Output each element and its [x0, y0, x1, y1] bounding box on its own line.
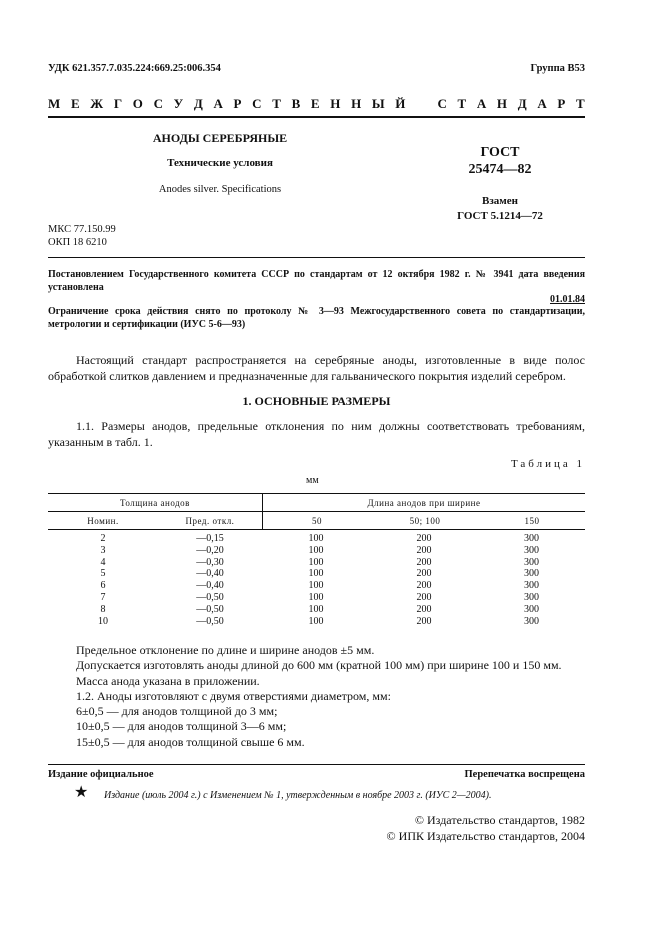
- anode-dimensions-table: [48, 533, 585, 627]
- table-cell: 300: [524, 603, 539, 615]
- standard-title-letter: В: [291, 96, 301, 111]
- table-cell: 7: [100, 591, 106, 603]
- copyright-1982: © Издательство стандартов, 1982: [414, 813, 585, 827]
- table-mid-rule: [48, 511, 585, 512]
- table-cell: 200: [416, 615, 432, 627]
- document-title: АНОДЫ СЕРЕБРЯНЫЕ: [152, 131, 288, 145]
- document-subtitle: Технические условия: [167, 157, 273, 169]
- table-cell: 6: [100, 580, 106, 592]
- table-cell: 300: [524, 568, 539, 580]
- okp-code: ОКП 18 6210: [48, 237, 107, 248]
- standard-title-letter: Н: [351, 96, 362, 111]
- edition-note: Издание (июль 2004 г.) с Изменением № 1, утвержденным в ноябре 2003 г. (ИУС 2—2004).: [104, 790, 492, 801]
- header-rule: [48, 116, 585, 118]
- table-row: [48, 580, 585, 592]
- codes-rule: [48, 257, 585, 258]
- table-cell: 300: [524, 556, 539, 568]
- col-nominal-header: Номин.: [87, 516, 119, 526]
- replaces-standard: ГОСТ 5.1214—72: [457, 210, 543, 222]
- hole-size-item: 10±0,5 — для анодов толщиной 3—6 мм;: [76, 719, 287, 734]
- intro-paragraph: Настоящий стандарт распространяется на серебряные аноды, изготовленные в виде полос обработкой слитков давлением и предназначенные для гальванического покрытия изделий серебром.: [48, 353, 585, 383]
- table-cell: 200: [416, 580, 432, 592]
- limit-removed-text: Ограничение срока действия снято по протоколу № 3—93 Межгосударственного совета по стандартизации, метрологии и сертификации (ИУС 5-6—93): [48, 306, 585, 330]
- mass-note: Масса анода указана в приложении.: [76, 673, 260, 688]
- standard-title-letter: А: [213, 96, 223, 111]
- table-cell: 2: [100, 533, 106, 544]
- star-mark: ★: [74, 784, 89, 801]
- table-cell: 200: [416, 568, 432, 580]
- table-top-rule: [48, 493, 585, 494]
- table-row: [48, 616, 585, 628]
- table-cell: 100: [308, 533, 324, 544]
- standard-title-letter: Д: [193, 96, 203, 111]
- standard-title-letter: У: [173, 96, 184, 111]
- table-unit: мм: [306, 475, 319, 486]
- table-row: [48, 604, 585, 616]
- table-cell: 300: [524, 591, 539, 603]
- table-cell: —0,15: [196, 533, 224, 544]
- interstate-standard-title: [48, 96, 585, 112]
- table-cell: 300: [524, 615, 539, 627]
- resolution-text: Постановлением Государственного комитета СССР по стандартам от 12 октября 1982 г. № 3941 дата введения установлена: [48, 269, 585, 293]
- official-edition: Издание официальное: [48, 769, 154, 780]
- table-row: [48, 568, 585, 580]
- length-group-header: Длина анодов при ширине: [367, 498, 481, 508]
- clause-1-1: 1.1. Размеры анодов, предельные отклонения по ним должны соответствовать требованиям, указанным в табл. 1.: [48, 419, 585, 449]
- standard-title-letter: М: [48, 96, 61, 111]
- table-cell: 100: [308, 568, 324, 580]
- standard-title-letter: С: [252, 96, 262, 111]
- table-cell: 4: [100, 556, 106, 568]
- standard-title-letter: Й: [395, 96, 406, 111]
- table-row: [48, 533, 585, 545]
- clause-1-2: 1.2. Аноды изготовляют с двумя отверстиями диаметром, мм:: [76, 688, 391, 703]
- footer-rule: [48, 764, 585, 765]
- table-header-rule: [48, 529, 585, 530]
- after-table-block: [48, 643, 585, 750]
- table-caption: Таблица 1: [510, 458, 585, 470]
- col-width-50-100-header: 50; 100: [409, 516, 441, 526]
- hole-size-item: 6±0,5 — для анодов толщиной до 3 мм;: [76, 704, 278, 719]
- table-row: [48, 545, 585, 557]
- table-cell: 100: [308, 544, 324, 556]
- length-permission-note: Допускается изготовлять аноды длиной до 600 мм (кратной 100 мм) при ширине 100 и 150 мм.: [76, 658, 562, 673]
- table-row: [48, 557, 585, 569]
- table-cell: —0,40: [196, 580, 224, 592]
- table-cell: 300: [524, 533, 539, 544]
- standard-title-letter: Т: [272, 96, 281, 111]
- table-cell: 5: [100, 568, 106, 580]
- table-cell: 100: [308, 615, 324, 627]
- table-cell: 200: [416, 591, 432, 603]
- standard-title-letter: Е: [310, 96, 320, 111]
- table-cell: —0,40: [196, 568, 224, 580]
- standard-title-letter: Н: [330, 96, 341, 111]
- col-width-150-header: 150: [524, 516, 540, 526]
- table-cell: 200: [416, 544, 432, 556]
- table-cell: —0,50: [196, 591, 224, 603]
- table-cell: 200: [416, 556, 432, 568]
- standard-title-letter: Т: [576, 96, 585, 111]
- table-cell: 300: [524, 544, 539, 556]
- table-cell: 100: [308, 556, 324, 568]
- english-title: Anodes silver. Specifications: [158, 184, 282, 195]
- udk-code: УДК 621.357.7.035.224:669.25:006.354: [48, 63, 221, 74]
- col-width-50-header: 50: [312, 516, 322, 526]
- replaces-label: Взамен: [482, 195, 518, 207]
- thickness-group-header: Толщина анодов: [120, 498, 190, 508]
- section-heading: 1. ОСНОВНЫЕ РАЗМЕРЫ: [242, 394, 391, 408]
- standard-title-letter: С: [437, 96, 447, 111]
- standard-title-letter: Г: [113, 96, 123, 111]
- table-cell: —0,50: [196, 603, 224, 615]
- table-cell: 10: [98, 615, 108, 627]
- standard-title-letter: А: [537, 96, 547, 111]
- standard-title-letter: Е: [70, 96, 80, 111]
- table-cell: 3: [100, 544, 106, 556]
- standard-title-letter: А: [476, 96, 487, 111]
- table-cell: 100: [308, 580, 324, 592]
- standard-title-letter: С: [153, 96, 163, 111]
- standard-title-letter: Н: [496, 96, 508, 111]
- table-cell: 8: [100, 603, 106, 615]
- standard-title-letter: Р: [233, 96, 242, 111]
- standard-title-letter: О: [132, 96, 143, 111]
- group-code: Группа В53: [530, 63, 585, 74]
- mks-code: МКС 77.150.99: [48, 224, 116, 235]
- table-cell: 200: [416, 533, 432, 544]
- table-row: [48, 592, 585, 604]
- table-cell: 200: [416, 603, 432, 615]
- col-deviation-header: Пред. откл.: [185, 516, 235, 526]
- reprint-prohibited: Перепечатка воспрещена: [464, 769, 585, 780]
- standard-title-letter: Т: [457, 96, 467, 111]
- introduction-date: 01.01.84: [550, 294, 585, 305]
- deviation-note: Предельное отклонение по длине и ширине анодов ±5 мм.: [76, 643, 375, 657]
- standard-title-letter: Ж: [90, 96, 104, 111]
- standard-title-letter: Д: [517, 96, 527, 111]
- table-cell: —0,50: [196, 615, 224, 627]
- table-cell: —0,20: [196, 544, 224, 556]
- standard-title-letter: Ы: [371, 96, 385, 111]
- table-cell: 100: [308, 591, 324, 603]
- table-cell: 100: [308, 603, 324, 615]
- copyright-2004: © ИПК Издательство стандартов, 2004: [386, 829, 585, 843]
- table-cell: —0,30: [196, 556, 224, 568]
- standard-title-letter: Р: [557, 96, 566, 111]
- gost-number: 25474—82: [468, 162, 532, 177]
- hole-size-item: 15±0,5 — для анодов толщиной свыше 6 мм.: [76, 734, 305, 749]
- gost-label: ГОСТ: [480, 145, 520, 160]
- table-cell: 300: [524, 580, 539, 592]
